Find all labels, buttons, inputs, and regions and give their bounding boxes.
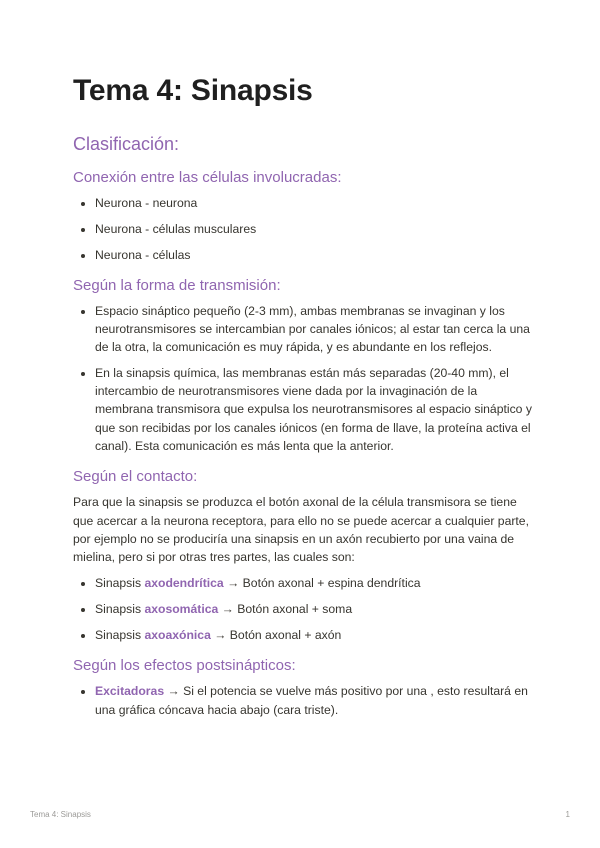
item-rest: → Botón axonal + soma xyxy=(218,602,353,617)
paragraph-contacto: Para que la sinapsis se produzca el botón axonal de la célula transmisora se tiene que acercar a la neurona receptora, para ello no se puede acercar a cualquier parte, por ejemplo no se produciría una sinapsis en un axón recubierto por una vaina de mielina, pero si por otras tres partes, las cuales son: xyxy=(73,495,529,565)
list-transmision xyxy=(73,302,533,455)
list-item: • Espacio sináptico pequeño (2-3 mm), ambas membranas se invaginan y los neurotransmisores se intercambian por canales iónicos; al estar tan cerca la una de la otra, la comunicación es muy rápida, y es abundante en los reflejos. xyxy=(95,302,533,357)
section-heading-clasificacion: Clasificación: xyxy=(73,134,180,154)
item-rest: → Botón axonal + axón xyxy=(210,628,342,643)
list-conexion xyxy=(73,194,533,264)
heading-efectos: Según los efectos postsinápticos: xyxy=(73,657,296,675)
highlight-term: axoaxónica xyxy=(144,628,211,643)
page-number: 1 xyxy=(565,810,570,819)
document-page xyxy=(73,72,533,726)
highlight-term: axodendrítica xyxy=(144,576,224,591)
list-item xyxy=(95,600,533,618)
item-prefix: Sinapsis xyxy=(95,602,145,617)
item-rest: → Si el potencia se vuelve más positivo por una , esto resultará en una gráfica cóncava hacia abajo (cara triste). xyxy=(95,684,528,717)
heading-transmision: Según la forma de transmisión: xyxy=(73,276,281,294)
item-prefix: Sinapsis xyxy=(95,628,145,643)
item-prefix: Sinapsis xyxy=(95,576,145,591)
highlight-term: Excitadoras xyxy=(95,684,165,699)
item-rest: → Botón axonal + espina dendrítica xyxy=(223,576,421,591)
heading-conexion: Conexión entre las células involucradas: xyxy=(73,169,342,186)
list-item: • Neurona - células musculares xyxy=(95,220,533,238)
list-item: • Neurona - células xyxy=(95,246,533,264)
heading-contacto: Según el contacto: xyxy=(73,468,198,486)
list-efectos xyxy=(73,682,533,719)
list-item xyxy=(95,682,533,719)
footer-title: Tema 4: Sinapsis xyxy=(30,810,91,819)
highlight-term: axosomática xyxy=(144,602,219,617)
page-title: Tema 4: Sinapsis xyxy=(73,74,313,107)
list-item xyxy=(95,574,533,592)
list-item: • Neurona - neurona xyxy=(95,194,533,212)
list-item: • En la sinapsis química, las membranas están más separadas (20-40 mm), el intercambio de neurotransmisores viene dada por la invaginación de la membrana transmisora que expulsa los neurotransmisores al espacio sináptico y que son recibidas por los canales iónicos (en forma de llave, la proteína activa el canal). Esta comunicación es más lenta que la anterior. xyxy=(95,364,533,455)
list-contacto xyxy=(73,574,533,644)
list-item xyxy=(95,626,533,644)
